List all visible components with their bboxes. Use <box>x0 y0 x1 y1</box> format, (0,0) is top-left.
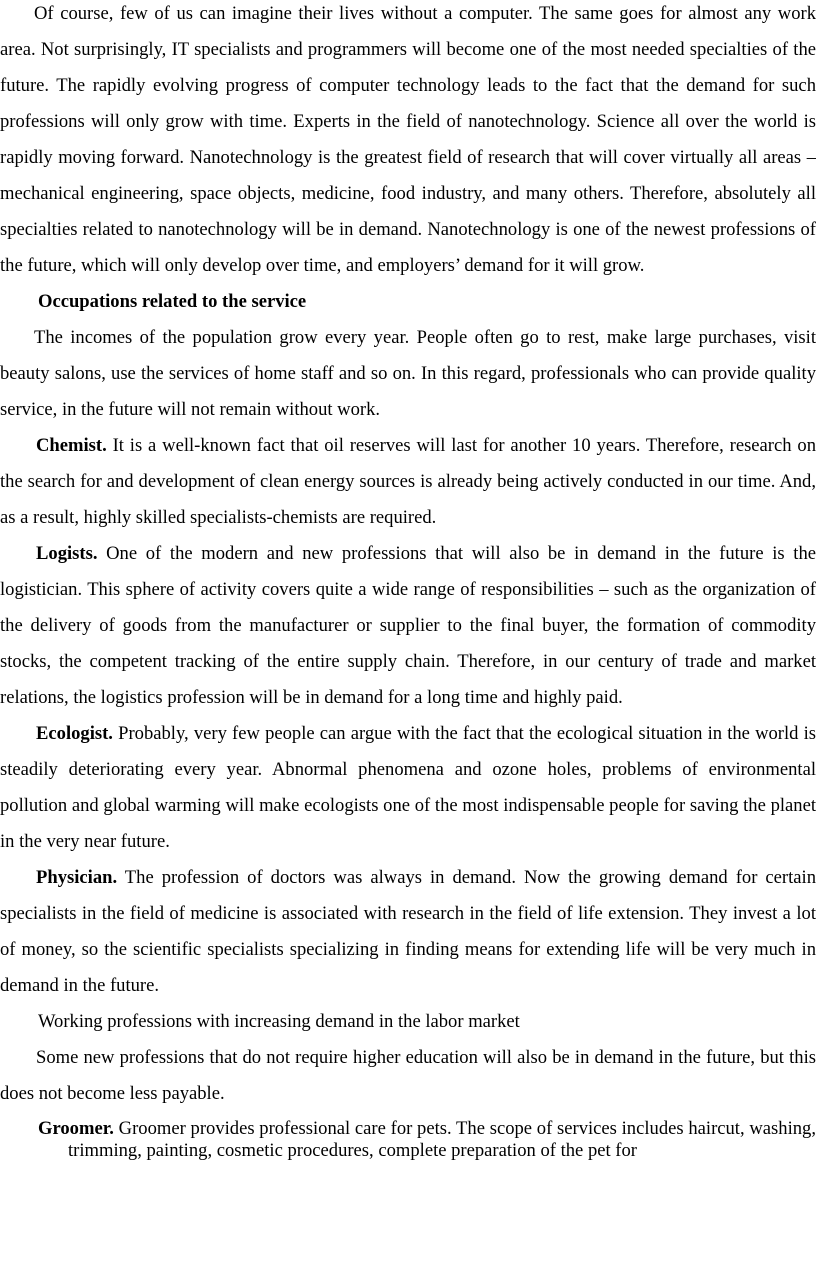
term-logists: Logists. <box>36 543 98 564</box>
text-ecologist: Probably, very few people can argue with the fact that the ecological situation in the world is steadily deteriorating every year. Abnormal phenomena and ozone holes, problems of environmental pollution and global warming will make ecologists one of the most indispensable people for saving the planet in the very near future. <box>0 723 816 852</box>
section-heading-service: Occupations related to the service <box>38 291 307 312</box>
term-ecologist: Ecologist. <box>36 723 113 744</box>
paragraph-ecologist <box>0 716 816 860</box>
paragraph-working-professions: Some new professions that do not require higher education will also be in demand in the future, but this does not become less payable. <box>0 1047 816 1104</box>
paragraph-chemist <box>0 428 816 536</box>
paragraph-physician <box>0 860 816 1004</box>
section-heading-working-professions: Working professions with increasing demand in the labor market <box>38 1011 520 1032</box>
text-physician: The profession of doctors was always in demand. Now the growing demand for certain specialists in the field of medicine is associated with research in the field of life extension. They invest a lot of money, so the scientific specialists specializing in finding means for extending life will be very much in demand in the future. <box>0 867 816 996</box>
paragraph-service: The incomes of the population grow every year. People often go to rest, make large purchases, visit beauty salons, use the services of home staff and so on. In this regard, professionals who can provide quality service, in the future will not remain without work. <box>0 327 816 420</box>
term-chemist: Chemist. <box>36 435 107 456</box>
paragraph-groomer <box>0 1112 816 1162</box>
text-logists: One of the modern and new professions that will also be in demand in the future is the logistician. This sphere of activity covers quite a wide range of responsibilities – such as the organization of the delivery of goods from the manufacturer or supplier to the final buyer, the formation of commodity stocks, the competent tracking of the entire supply chain. Therefore, in our century of trade and market relations, the logistics profession will be in demand for a long time and highly paid. <box>0 543 816 708</box>
term-groomer: Groomer. <box>38 1118 114 1139</box>
text-groomer: Groomer provides professional care for pets. The scope of services includes haircut, washing, trimming, painting, cosmetic procedures, complete preparation of the pet for <box>68 1118 816 1161</box>
text-chemist: It is a well-known fact that oil reserves will last for another 10 years. Therefore, research on the search for and development of clean energy sources is already being actively conducted in our time. And, as a result, highly skilled specialists-chemists are required. <box>0 435 816 528</box>
paragraph-computer-nanotechnology: Of course, few of us can imagine their lives without a computer. The same goes for almost any work area. Not surprisingly, IT specialists and programmers will become one of the most needed specialties of the future. The rapidly evolving progress of computer technology leads to the fact that the demand for such professions will only grow with time. Experts in the field of nanotechnology. Science all over the world is rapidly moving forward. Nanotechnology is the greatest field of research that will cover virtually all areas – mechanical engineering, space objects, medicine, food industry, and many others. Therefore, absolutely all specialties related to nanotechnology will be in demand. Nanotechnology is one of the newest professions of the future, which will only develop over time, and employers’ demand for it will grow. <box>0 3 816 276</box>
paragraph-logists <box>0 536 816 716</box>
term-physician: Physician. <box>36 867 118 888</box>
